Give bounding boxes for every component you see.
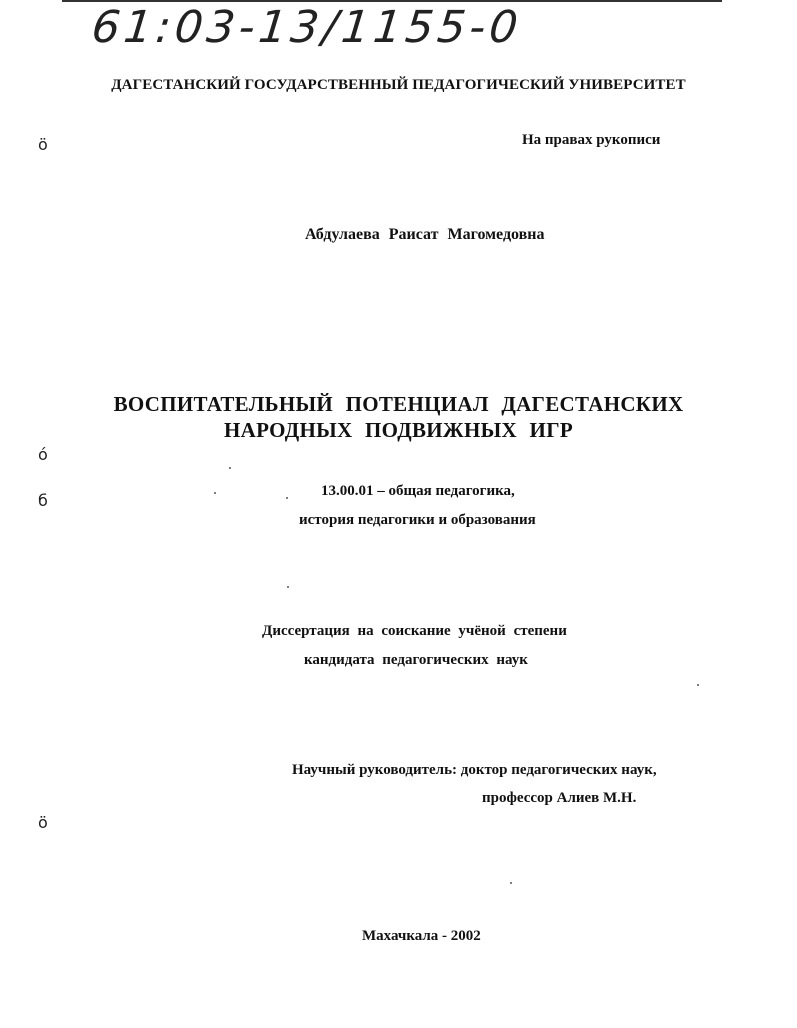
dissertation-title — [0, 391, 797, 443]
margin-mark: ó — [38, 445, 48, 464]
margin-mark: б — [38, 491, 48, 510]
supervisor-line-2: профессор Алиев М.Н. — [482, 790, 637, 806]
scan-speck — [287, 586, 289, 588]
scan-speck — [214, 492, 216, 494]
manuscript-rights-label: На правах рукописи — [522, 132, 661, 148]
scan-speck — [286, 497, 288, 499]
supervisor-line-1: Научный руководитель: доктор педагогических наук, — [292, 762, 657, 778]
title-line-1: ВОСПИТАТЕЛЬНЫЙ ПОТЕНЦИАЛ ДАГЕСТАНСКИХ — [113, 392, 684, 416]
specialty-code: 13.00.01 – общая педагогика, — [321, 483, 515, 499]
specialty-name: история педагогики и образования — [299, 512, 536, 528]
title-line-2: НАРОДНЫХ ПОДВИЖНЫХ ИГР — [224, 418, 573, 442]
degree-statement-line-1: Диссертация на соискание учёной степени — [262, 623, 567, 639]
scan-speck — [229, 467, 231, 469]
scan-speck — [510, 882, 512, 884]
degree-statement-line-2: кандидата педагогических наук — [304, 652, 528, 668]
margin-mark: ö — [38, 135, 48, 154]
author-name: Абдулаева Раисат Магомедовна — [305, 226, 545, 243]
scan-speck — [697, 684, 699, 686]
handwritten-registration-number: 61:03-13/1155-0 — [89, 2, 525, 53]
margin-mark: ö — [38, 813, 48, 832]
city-year: Махачкала - 2002 — [362, 928, 481, 944]
university-name: ДАГЕСТАНСКИЙ ГОСУДАРСТВЕННЫЙ ПЕДАГОГИЧЕСКИЙ УНИВЕРСИТЕТ — [111, 77, 686, 93]
